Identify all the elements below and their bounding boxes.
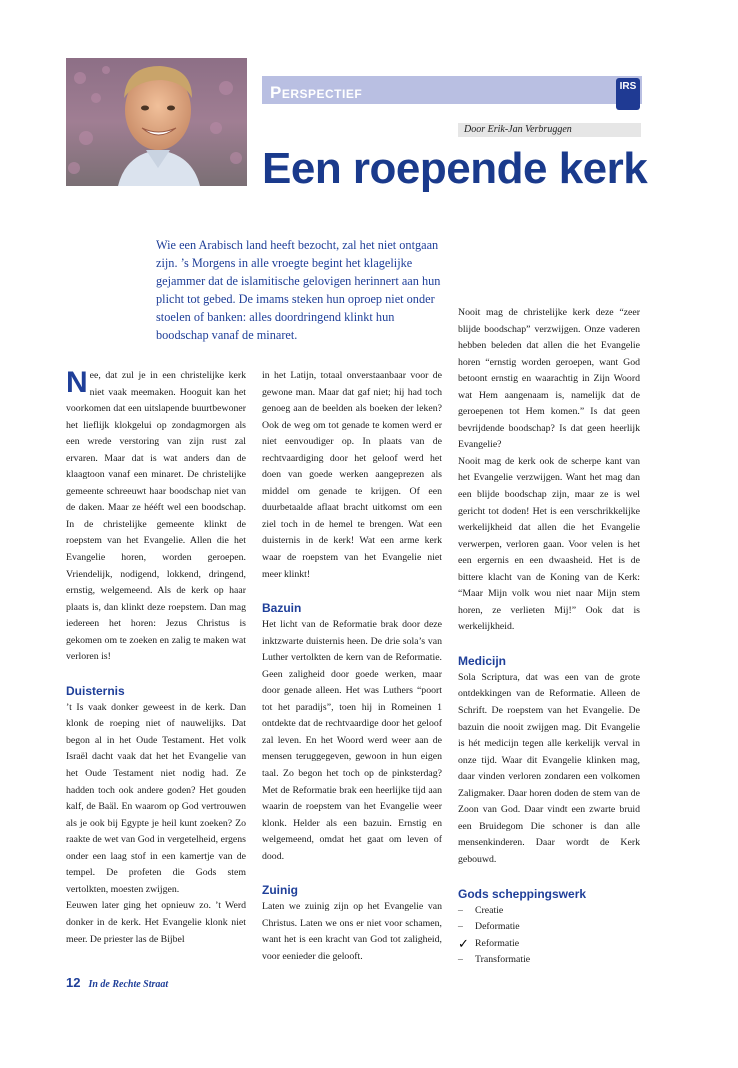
subheading-bazuin: Bazuin <box>262 601 302 616</box>
paragraph: Eeuwen later ging het opnieuw zo. ’t Werd donker in de kerk. Het Evangelie klonk niet meer. De priester las de Bijbel <box>66 900 246 945</box>
publication-name: In de Rechte Straat <box>88 979 169 990</box>
stages-list <box>458 903 640 969</box>
section-banner <box>262 76 642 104</box>
list-item <box>458 903 640 920</box>
column-2 <box>262 368 442 966</box>
list-item-text: Transformatie <box>475 954 531 966</box>
paragraph: Nooit mag de christelijke kerk deze “zeer blijde boodschap” verzwijgen. Onze vaderen hebben beleden dat allen die het Evangelie horen “ernstig worden geroepen, want God betoont ernstig en waarachtig in Zijn Woord wat Hem aangenaam is, namelijk dat de geroepenen tot Hem komen.” Is dat geen bevrijdende boodschap? Is dat geen heerlijk Evangelie? <box>458 307 640 451</box>
author-photo <box>66 58 247 186</box>
list-item <box>458 936 640 953</box>
article-title: Een roepende kerk <box>262 144 648 193</box>
intro-text: Wie een Arabisch land heeft bezocht, zal het niet ontgaan zijn. ’s Morgens in alle vroegte begint het klagelijke gejammer dat de islamitische gelovigen herinnert aan hun plicht tot gebed. De imams steken hun oproep niet onder stoelen of banken: alles doordringend klinkt hun boodschap vanaf de minaret. <box>156 238 441 343</box>
dash-marker: – <box>458 954 463 966</box>
subheading-medicijn: Medicijn <box>458 653 507 668</box>
subheading-gods-scheppingswerk: Gods scheppingswerk <box>458 886 587 901</box>
irs-logo <box>616 78 640 110</box>
list-item <box>458 952 640 969</box>
logo-text: IRS <box>619 81 637 92</box>
paragraph: ’t Is vaak donker geweest in de kerk. Dan klonk de roeping niet of nauwelijks. Dat begon al in het Oude Testament. Het volk Israël dacht vaak dat het het Evangelie van het Oude Testament niet nodig had. Ze hadden toch ook andere goden? Het gouden kalf, de Baäl. En waarom op God vertrouwen als je ook bij Egypte je heil kunt zoeken? Zo raakte de wet van God in vergetelheid, ergens onder een laag stof in een kamertje van de tempel. De profeten die Gods stem vertolkten, moesten zwijgen. <box>66 701 246 895</box>
paragraph-text: ee, dat zul je in een christelijke kerk niet vaak meemaken. Hooguit kan het voorkomen dat een uitslapende buurtbewoner het lieflijk klokgelui op zondagmorgen als een wrede verstoring van zijn rust zal ervaren. Maar dat is wat anders dan de klaagtoon vanaf een minaret. De christelijke gemeente schreeuwt haar boodschap niet van de daken. Maar ze hééft wel een boodschap. In de christelijke gemeente klinkt de roepstem van het Evangelie. Allen die het Evangelie horen, worden geroepen. Vriendelijk, nodigend, lokkend, dringend, ernstig, welgemeend. Als de kerk op haar plaats is, dan klinkt deze roepstem. Dan mag iedereen het horen: Jezus Christus is gekomen om te zoeken en zalig te maken wat verloren is! <box>66 370 246 663</box>
column-1 <box>66 368 246 948</box>
paragraph: Nooit mag de kerk ook de scherpe kant van het Evangelie verzwijgen. Want het mag dan een blijde boodschap zijn, maar ze is wel gericht tot doden! Het is een verschrikkelijke werkelijkheid dat allen die het Evangelie verwerpen, verloren gaan. Voor velen is het een ergernis en een dwaasheid. Het is de bittere klacht van de Koning van de Kerk: “Maar Mijn volk wou niet naar Mijn stem horen, ze verlieten Mij!” Ook dat is werkelijkheid. <box>458 455 640 633</box>
paragraph <box>66 368 246 666</box>
drop-cap: N <box>66 366 88 399</box>
dash-marker: – <box>458 921 463 933</box>
section-title: Perspectief <box>270 83 363 102</box>
list-item-text: Reformatie <box>475 937 520 949</box>
byline: Door Erik-Jan Verbruggen <box>464 124 572 135</box>
list-item-text: Deformatie <box>475 921 520 933</box>
byline-bar <box>458 123 641 137</box>
page-number: 12 <box>66 975 81 990</box>
list-item-text: Creatie <box>475 904 504 916</box>
intro-paragraph <box>156 236 446 345</box>
paragraph: Het licht van de Reformatie brak door deze inktzwarte duisternis heen. De drie sola’s van Luther vertolkten de kern van de Reformatie. Geen zaligheid door goede werken, maar door genade alleen. Het was Luthers “poort tot het paradijs”, toen hij in Romeinen 1 ontdekte dat de rechtvaardige door het geloof zal leven. En het Woord werd weer aan de mensen teruggegeven, gewoon in hun eigen taal. Zo begon het toch op de pinksterdag? Met de Reformatie brak een heerlijke tijd aan waarin de roepstem van het Evangelie weer klonk. Helder als een bazuin. Ernstig en welgemeend, omdat het gaat om leven of dood. <box>262 619 442 862</box>
page-footer <box>66 975 168 990</box>
list-item <box>458 919 640 936</box>
paragraph: Laten we zuinig zijn op het Evangelie van Christus. Laten we ons er niet voor schamen, want het is een kracht van God tot zaligheid, voor eenieder die gelooft. <box>262 901 442 962</box>
column-3 <box>458 305 640 969</box>
paragraph: Sola Scriptura, dat was een van de grote ontdekkingen van de Reformatie. Alleen de Schrift. De roepstem van het Evangelie. De bazuin die nooit zwijgen mag. Dit Evangelie is hét medicijn tegen alle kerkelijk verval in onze tijd. Waar dit Evangelie klinken mag, daar vinden verloren zondaren een volkomen Zaligmaker. Daar horen doden de stem van de Zoon van God. Daar vindt een zwarte bruid een Bruidegom Die schoner is dan alle mensenkinderen. Daar wordt de Kerk gebouwd. <box>458 671 640 865</box>
check-icon: ✓ <box>458 935 469 951</box>
subheading-zuinig: Zuinig <box>262 883 298 898</box>
dash-marker: – <box>458 904 463 916</box>
subheading-duisternis: Duisternis <box>66 683 125 698</box>
author-portrait-icon <box>66 58 247 186</box>
paragraph: in het Latijn, totaal onverstaanbaar voor de gewone man. Maar dat gaf niet; hij had toch genoeg aan de beelden als boeken der leken? Ook de weg om tot genade te komen werd er niet eenvoudiger op. In plaats van de rechtvaardiging door het geloof werd het doen van goede werken aangeprezen als middel om genade te krijgen. Of een duurbetaalde aflaat bracht uitkomst om een ziel toch in de hemel te brengen. Wat een duisternis in de kerk! Wat een arme kerk waar de roepstem van het Evangelie niet meer klinkt! <box>262 370 442 580</box>
